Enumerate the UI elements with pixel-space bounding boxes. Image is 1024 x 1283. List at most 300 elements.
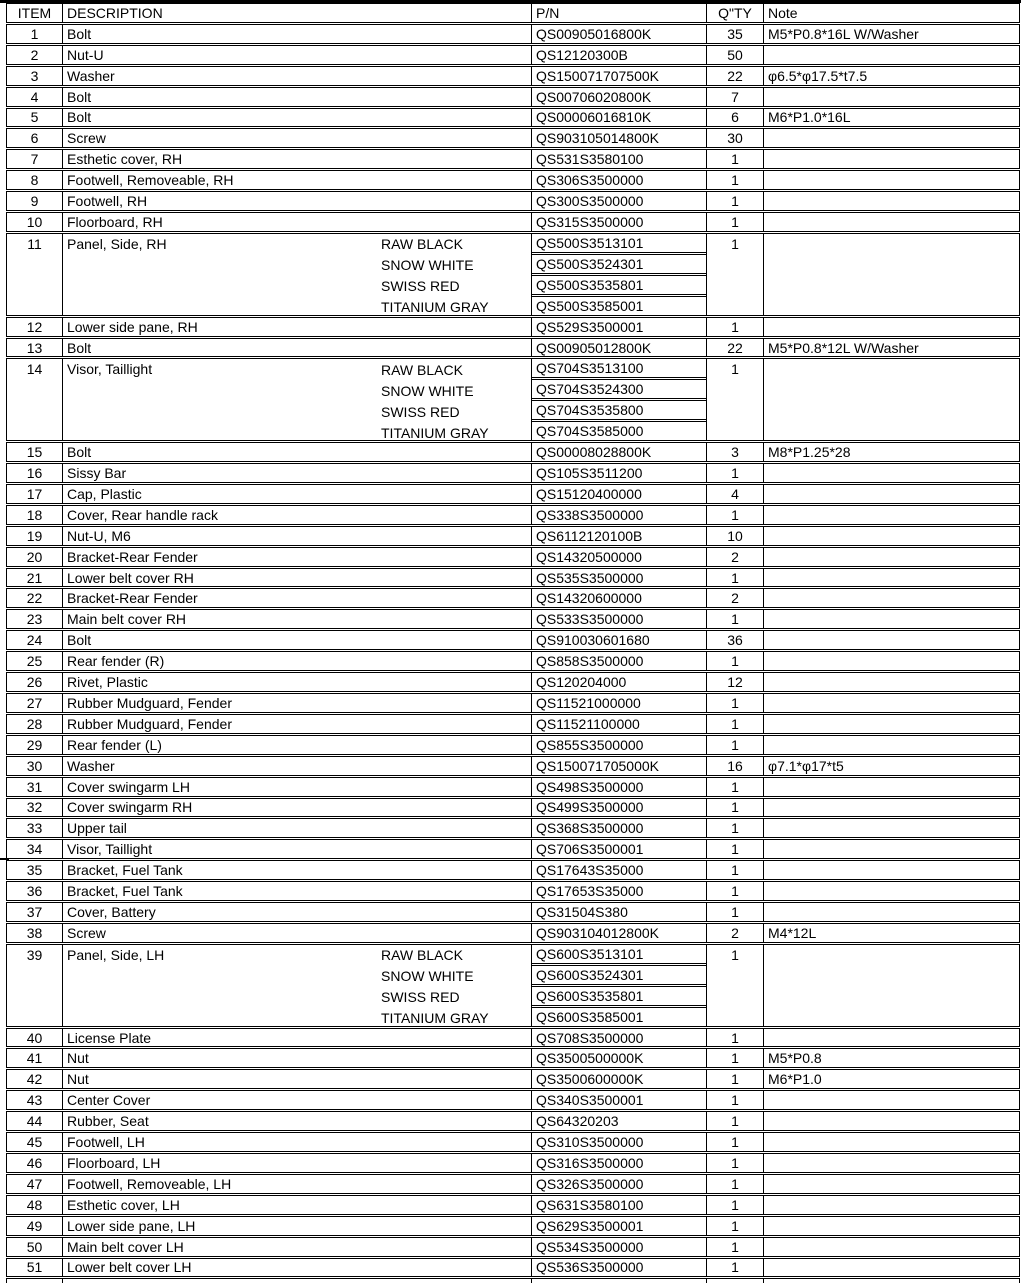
description-cell: Rear fender (R) bbox=[62, 652, 531, 670]
qty-cell: 1 bbox=[706, 1091, 763, 1109]
item-cell: 19 bbox=[26, 527, 43, 544]
note-cell bbox=[763, 548, 1019, 566]
item-cell bbox=[7, 359, 62, 440]
table-row bbox=[6, 630, 1020, 650]
column-header-desc: DESCRIPTION bbox=[62, 4, 531, 22]
pn-cell: QS150071705000K bbox=[531, 757, 706, 775]
description-cell: Floorboard, RH bbox=[62, 213, 531, 231]
note-cell bbox=[763, 861, 1019, 879]
qty-cell: 1 bbox=[706, 569, 763, 587]
item-cell bbox=[7, 234, 62, 315]
table-row bbox=[6, 818, 1020, 838]
item-cell: 45 bbox=[26, 1134, 43, 1151]
qty-cell: 6 bbox=[706, 109, 763, 127]
pn-cell: QS535S3500000 bbox=[531, 569, 706, 587]
table-row bbox=[6, 902, 1020, 922]
description-cell: Rubber Mudguard, Fender bbox=[62, 694, 531, 712]
item-number: 11 bbox=[27, 235, 42, 252]
note-cell bbox=[763, 715, 1019, 733]
description-cell: Cover swingarm RH bbox=[62, 799, 531, 817]
pn-cell: QS629S3500001 bbox=[531, 1217, 706, 1235]
table-row bbox=[6, 24, 1020, 44]
description-cell: Nut-U, M6 bbox=[62, 527, 531, 545]
variant-pn-cell: QS600S3585001 bbox=[531, 1007, 706, 1026]
table-row bbox=[6, 108, 1020, 128]
qty-cell bbox=[706, 234, 763, 315]
item-cell: 36 bbox=[26, 883, 43, 900]
table-row bbox=[6, 66, 1020, 86]
note-cell bbox=[763, 506, 1019, 524]
note-cell bbox=[763, 1196, 1019, 1214]
variant-pn-cell: QS600S3535801 bbox=[531, 986, 706, 1006]
pn-cell: QS529S3500001 bbox=[531, 318, 706, 336]
pn-cell: QS17653S35000 bbox=[531, 882, 706, 900]
item-cell: 49 bbox=[26, 1217, 43, 1234]
item-cell: 27 bbox=[26, 694, 43, 711]
variant-pn-cell: QS600S3513101 bbox=[531, 945, 706, 964]
qty-cell: 1 bbox=[706, 192, 763, 210]
table-row bbox=[6, 798, 1020, 818]
color-variant-label: TITANIUM GRAY bbox=[381, 299, 489, 315]
description-cell bbox=[62, 234, 531, 315]
item-cell: 26 bbox=[26, 674, 43, 691]
pn-cell: QS903105014800K bbox=[531, 129, 706, 147]
item-cell: 7 bbox=[30, 151, 39, 168]
item-cell: 34 bbox=[26, 841, 43, 858]
pn-cell: QS105S3511200 bbox=[531, 464, 706, 482]
description-cell: Rear fender (L) bbox=[62, 736, 531, 754]
note-cell: φ7.1*φ17*t5 bbox=[763, 757, 1019, 775]
pn-cell: QS150071707500K bbox=[531, 67, 706, 85]
item-cell: 43 bbox=[26, 1092, 43, 1109]
qty-cell: 35 bbox=[706, 25, 763, 43]
item-cell: 29 bbox=[26, 736, 43, 753]
item-cell: 46 bbox=[26, 1154, 43, 1171]
description-cell: Sissy Bar bbox=[62, 464, 531, 482]
description-cell bbox=[62, 945, 531, 1026]
pn-cell bbox=[531, 234, 706, 315]
description-cell: Center Cover bbox=[62, 1091, 531, 1109]
table-row bbox=[6, 1028, 1020, 1048]
description-cell: Floorboard, LH bbox=[62, 1154, 531, 1172]
qty-cell: 1 bbox=[706, 1070, 763, 1088]
qty-cell: 1 bbox=[706, 799, 763, 817]
qty-cell: 3 bbox=[706, 443, 763, 461]
variant-pn-cell: QS600S3524301 bbox=[531, 965, 706, 985]
item-cell: 51 bbox=[26, 1259, 43, 1276]
note-cell bbox=[763, 882, 1019, 900]
table-row bbox=[6, 484, 1020, 504]
item-number: 39 bbox=[26, 946, 43, 963]
item-cell: 15 bbox=[26, 444, 43, 461]
item-cell: 8 bbox=[30, 172, 39, 189]
pn-cell: QS499S3500000 bbox=[531, 799, 706, 817]
note-cell bbox=[763, 1175, 1019, 1193]
pn-cell: QS706S3500001 bbox=[531, 840, 706, 858]
item-cell: 1 bbox=[30, 25, 39, 42]
note-cell bbox=[763, 1091, 1019, 1109]
description-cell: Bracket-Rear Fender bbox=[62, 548, 531, 566]
color-variant-label: TITANIUM GRAY bbox=[381, 424, 489, 441]
table-row bbox=[6, 358, 1020, 441]
description-cell: Nut-U bbox=[62, 46, 531, 64]
note-cell bbox=[763, 150, 1019, 168]
note-cell bbox=[763, 192, 1019, 210]
pn-cell: QS00006016810K bbox=[531, 109, 706, 127]
description-cell: Bolt bbox=[62, 25, 531, 43]
item-cell: 21 bbox=[26, 569, 43, 586]
table-row bbox=[6, 881, 1020, 901]
variant-pn-cell: QS704S3524300 bbox=[531, 379, 706, 399]
qty-cell bbox=[706, 359, 763, 440]
note-cell bbox=[763, 1154, 1019, 1172]
description-cell: Screw bbox=[62, 924, 531, 942]
item-cell: 47 bbox=[26, 1175, 43, 1192]
item-cell: 40 bbox=[26, 1029, 43, 1046]
table-row bbox=[6, 463, 1020, 483]
table-row bbox=[6, 1111, 1020, 1131]
table-row bbox=[6, 944, 1020, 1027]
qty-cell: 1 bbox=[706, 213, 763, 231]
note-cell bbox=[763, 569, 1019, 587]
note-cell bbox=[763, 778, 1019, 796]
qty-cell: 1 bbox=[706, 610, 763, 628]
column-header-pn: P/N bbox=[531, 4, 706, 22]
note-cell bbox=[763, 945, 1019, 1026]
table-row bbox=[6, 1153, 1020, 1173]
color-variant-label: SWISS RED bbox=[381, 403, 460, 420]
table-row bbox=[6, 923, 1020, 943]
table-row bbox=[6, 714, 1020, 734]
qty-cell: 1 bbox=[706, 150, 763, 168]
parts-table bbox=[6, 3, 1020, 1283]
table-row bbox=[6, 1048, 1020, 1068]
pn-cell bbox=[531, 945, 706, 1026]
note-cell bbox=[763, 1217, 1019, 1235]
qty-cell: 1 bbox=[706, 882, 763, 900]
note-cell bbox=[763, 88, 1019, 106]
qty-cell: 1 bbox=[706, 694, 763, 712]
item-cell: 3 bbox=[30, 67, 39, 84]
color-variant-label: SNOW WHITE bbox=[381, 382, 474, 399]
table-row bbox=[6, 212, 1020, 232]
variant-pn-cell: QS704S3535800 bbox=[531, 400, 706, 420]
table-row bbox=[6, 191, 1020, 211]
description-cell: Bracket-Rear Fender bbox=[62, 589, 531, 607]
item-cell: 16 bbox=[26, 464, 43, 481]
description-cell: Bracket, Fuel Tank bbox=[62, 861, 531, 879]
table-row bbox=[6, 87, 1020, 107]
description-cell: Cover, Rear handle rack bbox=[62, 506, 531, 524]
description-cell: Bolt bbox=[62, 443, 531, 461]
table-row bbox=[6, 672, 1020, 692]
column-header-qty: Q"TY bbox=[706, 4, 763, 22]
pn-cell: QS120204000 bbox=[531, 673, 706, 691]
item-cell: 37 bbox=[26, 904, 43, 921]
qty-value: 1 bbox=[731, 946, 739, 963]
note-cell bbox=[763, 171, 1019, 189]
table-header-row bbox=[6, 3, 1020, 23]
item-cell: 32 bbox=[26, 799, 43, 816]
note-cell bbox=[763, 464, 1019, 482]
item-cell: 48 bbox=[26, 1196, 43, 1213]
description-cell: Lower side pane, LH bbox=[62, 1217, 531, 1235]
description-cell: Bolt bbox=[62, 339, 531, 357]
qty-cell: 1 bbox=[706, 1196, 763, 1214]
color-variant-label: SWISS RED bbox=[381, 989, 460, 1006]
qty-cell: 1 bbox=[706, 1049, 763, 1067]
note-cell bbox=[763, 610, 1019, 628]
qty-cell: 1 bbox=[706, 736, 763, 754]
description-cell: Cover, Battery bbox=[62, 903, 531, 921]
variant-pn-cell: QS500S3535801 bbox=[531, 275, 706, 295]
qty-cell: 1 bbox=[706, 1217, 763, 1235]
description-text: Visor, Taillight bbox=[67, 361, 153, 378]
note-cell: M5*P0.8*16L W/Washer bbox=[763, 25, 1019, 43]
pn-cell: QS3500600000K bbox=[531, 1070, 706, 1088]
color-variant-label: TITANIUM GRAY bbox=[381, 1010, 489, 1026]
pn-cell: QS64320203 bbox=[531, 1112, 706, 1130]
item-cell: 18 bbox=[26, 506, 43, 523]
item-cell: 41 bbox=[26, 1050, 43, 1067]
table-row bbox=[6, 1258, 1020, 1278]
qty-cell: 1 bbox=[706, 1238, 763, 1256]
description-cell: Main belt cover LH bbox=[62, 1238, 531, 1256]
qty-cell: 1 bbox=[706, 778, 763, 796]
pn-cell: QS6112120100B bbox=[531, 527, 706, 545]
note-cell bbox=[763, 1112, 1019, 1130]
description-text: Panel, Side, LH bbox=[67, 946, 165, 963]
qty-value: 1 bbox=[731, 361, 739, 378]
table-row bbox=[6, 693, 1020, 713]
item-cell: 17 bbox=[26, 485, 43, 502]
color-variant-label: SNOW WHITE bbox=[381, 968, 474, 985]
qty-cell bbox=[706, 945, 763, 1026]
description-cell: Washer bbox=[62, 67, 531, 85]
qty-cell: 50 bbox=[706, 46, 763, 64]
pn-cell: QS368S3500000 bbox=[531, 819, 706, 837]
note-cell: M6*P1.0*16L bbox=[763, 109, 1019, 127]
qty-cell: 1 bbox=[706, 1259, 763, 1277]
item-cell: 31 bbox=[26, 778, 43, 795]
pn-cell: QS858S3500000 bbox=[531, 652, 706, 670]
qty-cell: 1 bbox=[706, 1175, 763, 1193]
item-cell: 5 bbox=[30, 109, 39, 126]
pn-cell: QS31504S380 bbox=[531, 903, 706, 921]
table-row-partial bbox=[6, 1278, 1020, 1283]
pn-cell: QS300S3500000 bbox=[531, 192, 706, 210]
qty-cell: 22 bbox=[706, 339, 763, 357]
qty-cell: 1 bbox=[706, 840, 763, 858]
pn-cell: QS14320600000 bbox=[531, 589, 706, 607]
description-cell: Visor, Taillight bbox=[62, 840, 531, 858]
note-cell bbox=[763, 631, 1019, 649]
qty-cell: 1 bbox=[706, 1133, 763, 1151]
qty-cell: 1 bbox=[706, 861, 763, 879]
item-cell bbox=[7, 1279, 62, 1283]
color-variant-label: RAW BLACK bbox=[381, 361, 463, 378]
pn-cell: QS531S3580100 bbox=[531, 150, 706, 168]
desc-cell bbox=[62, 1279, 531, 1283]
item-cell: 23 bbox=[26, 611, 43, 628]
note-cell bbox=[763, 1259, 1019, 1277]
qty-cell: 30 bbox=[706, 129, 763, 147]
table-row bbox=[6, 317, 1020, 337]
description-cell: Bolt bbox=[62, 631, 531, 649]
pn-cell: QS17643S35000 bbox=[531, 861, 706, 879]
description-cell: Lower belt cover LH bbox=[62, 1259, 531, 1277]
note-cell bbox=[763, 129, 1019, 147]
variant-pn-cell: QS704S3585000 bbox=[531, 421, 706, 440]
pn-cell: QS00008028800K bbox=[531, 443, 706, 461]
description-cell: Upper tail bbox=[62, 819, 531, 837]
description-cell: Lower side pane, RH bbox=[62, 318, 531, 336]
note-cell bbox=[763, 736, 1019, 754]
pn-cell: QS536S3500000 bbox=[531, 1259, 706, 1277]
pn-cell: QS498S3500000 bbox=[531, 778, 706, 796]
description-cell: Esthetic cover, LH bbox=[62, 1196, 531, 1214]
table-row bbox=[6, 651, 1020, 671]
table-row bbox=[6, 1132, 1020, 1152]
pn-cell: QS11521000000 bbox=[531, 694, 706, 712]
note-cell bbox=[763, 840, 1019, 858]
item-cell: 25 bbox=[26, 653, 43, 670]
description-cell: Rubber, Seat bbox=[62, 1112, 531, 1130]
qty-cell: 1 bbox=[706, 1029, 763, 1047]
note-cell bbox=[763, 485, 1019, 503]
table-row bbox=[6, 505, 1020, 525]
column-header-item: ITEM bbox=[17, 4, 52, 21]
table-row bbox=[6, 1195, 1020, 1215]
pn-cell: QS310S3500000 bbox=[531, 1133, 706, 1151]
item-cell: 24 bbox=[26, 632, 43, 649]
qty-cell: 1 bbox=[706, 171, 763, 189]
description-cell: Footwell, LH bbox=[62, 1133, 531, 1151]
description-cell: Screw bbox=[62, 129, 531, 147]
item-cell: 6 bbox=[30, 130, 39, 147]
pn-cell: QS00905016800K bbox=[531, 25, 706, 43]
item-cell: 42 bbox=[26, 1071, 43, 1088]
note-cell bbox=[763, 903, 1019, 921]
note-cell bbox=[763, 652, 1019, 670]
pn-cell: QS306S3500000 bbox=[531, 171, 706, 189]
description-cell: Rivet, Plastic bbox=[62, 673, 531, 691]
table-row bbox=[6, 735, 1020, 755]
note-cell bbox=[763, 673, 1019, 691]
item-cell: 4 bbox=[30, 88, 39, 105]
qty-cell: 1 bbox=[706, 715, 763, 733]
note-cell bbox=[763, 359, 1019, 440]
table-row bbox=[6, 526, 1020, 546]
pn-cell: QS326S3500000 bbox=[531, 1175, 706, 1193]
note-cell bbox=[763, 234, 1019, 315]
note-cell: M5*P0.8 bbox=[763, 1049, 1019, 1067]
pn-cell: QS903104012800K bbox=[531, 924, 706, 942]
description-cell: Bolt bbox=[62, 88, 531, 106]
pn-cell: QS11521100000 bbox=[531, 715, 706, 733]
color-variant-label: SNOW WHITE bbox=[381, 257, 474, 274]
pn-cell bbox=[531, 359, 706, 440]
color-variant-list bbox=[381, 359, 489, 440]
table-row bbox=[6, 233, 1020, 316]
qty-cell: 1 bbox=[706, 506, 763, 524]
qty-cell: 16 bbox=[706, 757, 763, 775]
note-cell bbox=[763, 1029, 1019, 1047]
table-row bbox=[6, 1069, 1020, 1089]
qty-cell: 2 bbox=[706, 589, 763, 607]
note-cell bbox=[763, 589, 1019, 607]
column-header-note: Note bbox=[763, 4, 1019, 22]
qty-cell: 2 bbox=[706, 924, 763, 942]
pn-cell: QS15120400000 bbox=[531, 485, 706, 503]
table-row bbox=[6, 45, 1020, 65]
description-cell: Rubber Mudguard, Fender bbox=[62, 715, 531, 733]
item-cell: 12 bbox=[26, 318, 43, 335]
pn-cell: QS340S3500001 bbox=[531, 1091, 706, 1109]
note-cell bbox=[763, 527, 1019, 545]
note-cell bbox=[763, 799, 1019, 817]
color-variant-list bbox=[381, 945, 489, 1026]
qty-cell: 1 bbox=[706, 903, 763, 921]
table-row bbox=[6, 860, 1020, 880]
table-row bbox=[6, 568, 1020, 588]
note-cell bbox=[763, 819, 1019, 837]
table-row bbox=[6, 756, 1020, 776]
table-row bbox=[6, 149, 1020, 169]
table-row bbox=[6, 442, 1020, 462]
description-cell: License Plate bbox=[62, 1029, 531, 1047]
pn-cell: QS12120300B bbox=[531, 46, 706, 64]
item-cell: 9 bbox=[30, 193, 39, 210]
item-cell bbox=[7, 945, 62, 1026]
note-cell: M5*P0.8*12L W/Washer bbox=[763, 339, 1019, 357]
description-cell: Bolt bbox=[62, 109, 531, 127]
item-cell: 2 bbox=[30, 46, 39, 63]
table-row bbox=[6, 777, 1020, 797]
table-row bbox=[6, 547, 1020, 567]
qty-cell: 22 bbox=[706, 67, 763, 85]
note-cell bbox=[763, 1279, 1019, 1283]
pn-cell: QS315S3500000 bbox=[531, 213, 706, 231]
table-row bbox=[6, 839, 1020, 859]
qty-cell: 10 bbox=[706, 527, 763, 545]
qty-cell: 36 bbox=[706, 631, 763, 649]
pn-cell: QS533S3500000 bbox=[531, 610, 706, 628]
qty-cell bbox=[706, 1279, 763, 1283]
description-cell: Footwell, RH bbox=[62, 192, 531, 210]
table-row bbox=[6, 609, 1020, 629]
pn-cell bbox=[531, 1279, 706, 1283]
pn-cell: QS14320500000 bbox=[531, 548, 706, 566]
qty-cell: 1 bbox=[706, 819, 763, 837]
note-cell bbox=[763, 46, 1019, 64]
pn-cell: QS00706020800K bbox=[531, 88, 706, 106]
table-row bbox=[6, 128, 1020, 148]
item-cell: 50 bbox=[26, 1238, 43, 1255]
description-cell: Nut bbox=[62, 1049, 531, 1067]
item-cell: 38 bbox=[26, 924, 43, 941]
description-cell: Nut bbox=[62, 1070, 531, 1088]
pn-cell: QS00905012800K bbox=[531, 339, 706, 357]
item-cell: 30 bbox=[26, 757, 43, 774]
table-row bbox=[6, 170, 1020, 190]
qty-cell: 1 bbox=[706, 1154, 763, 1172]
item-cell: 22 bbox=[26, 590, 43, 607]
color-variant-label: RAW BLACK bbox=[381, 947, 463, 964]
pn-cell: QS534S3500000 bbox=[531, 1238, 706, 1256]
color-variant-label: SWISS RED bbox=[381, 278, 460, 295]
description-cell: Bracket, Fuel Tank bbox=[62, 882, 531, 900]
